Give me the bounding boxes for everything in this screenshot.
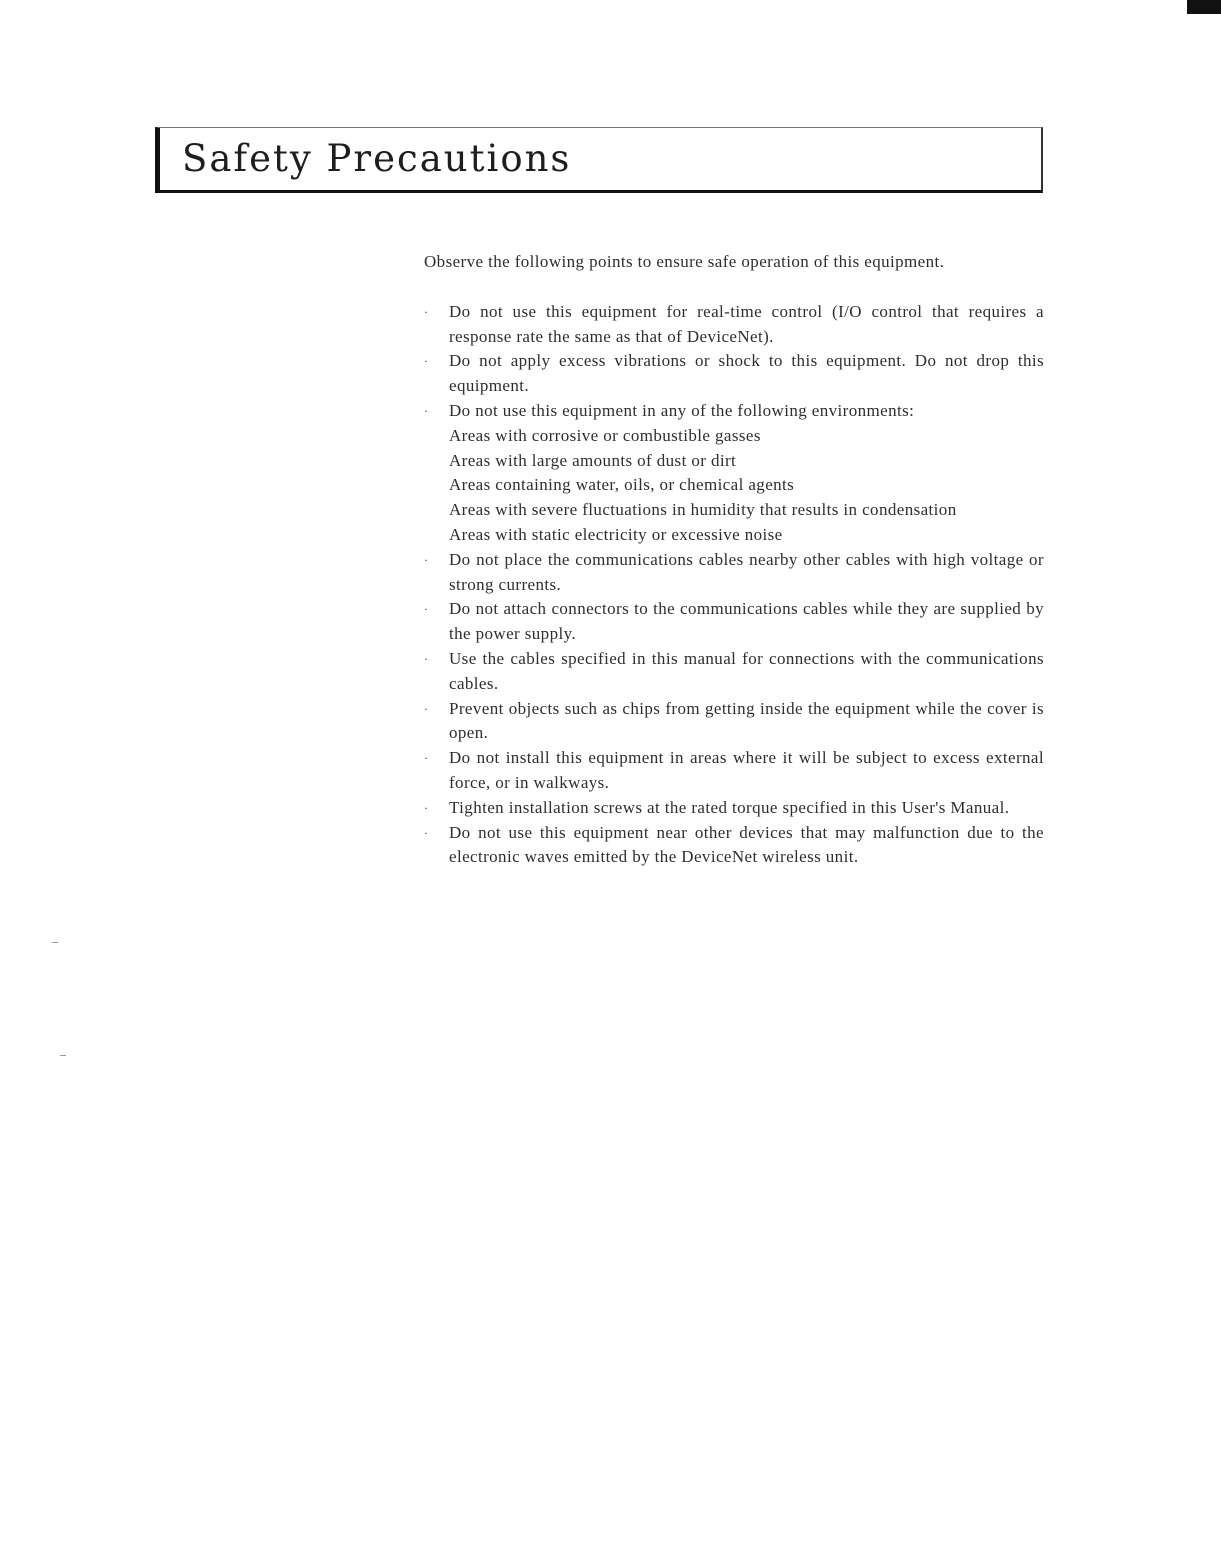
environment-sub-item: Areas with large amounts of dust or dirt bbox=[449, 450, 737, 470]
precaution-text: Use the cables specified in this manual for connections with the communications cables. bbox=[449, 648, 1044, 693]
precaution-text: Do not use this equipment near other devices that may malfunction due to the electronic waves emitted by the DeviceNet wireless unit. bbox=[449, 822, 1044, 867]
environment-sub-item: Areas with static electricity or excessive noise bbox=[449, 524, 783, 544]
precaution-text: Prevent objects such as chips from getting inside the equipment while the cover is open. bbox=[449, 698, 1044, 743]
precaution-item bbox=[424, 349, 1044, 399]
bullet-mark: · bbox=[424, 602, 429, 617]
bullet-mark: · bbox=[424, 751, 429, 766]
document-body bbox=[424, 250, 1044, 870]
precaution-text: Do not install this equipment in areas where it will be subject to excess external force, or in walkways. bbox=[449, 748, 1044, 792]
bullet-mark: · bbox=[424, 304, 429, 319]
precaution-text: Do not use this equipment for real-time control (I/O control that requires a response rate the same as that of DeviceNet). bbox=[449, 301, 1044, 346]
precaution-text: Do not place the communications cables nearby other cables with high voltage or strong currents. bbox=[449, 549, 1044, 594]
environment-sub-item: Areas with corrosive or combustible gasses bbox=[449, 425, 761, 445]
precaution-item bbox=[424, 746, 1044, 796]
precaution-item bbox=[424, 300, 1044, 350]
bullet-mark: · bbox=[424, 701, 429, 716]
bullet-mark: · bbox=[424, 354, 429, 369]
precaution-item bbox=[424, 697, 1044, 747]
precaution-item bbox=[424, 821, 1044, 871]
precaution-item bbox=[424, 399, 1044, 548]
bullet-mark: · bbox=[424, 800, 429, 815]
precaution-item bbox=[424, 548, 1044, 598]
intro-paragraph: Observe the following points to ensure safe operation of this equipment. bbox=[424, 252, 945, 271]
precaution-item bbox=[424, 597, 1044, 647]
bullet-mark: · bbox=[424, 651, 429, 666]
bullet-mark: · bbox=[424, 825, 429, 840]
precaution-text: Tighten installation screws at the rated torque specified in this User's Manual. bbox=[449, 797, 1010, 817]
precaution-text: Do not attach connectors to the communications cables while they are supplied by the power supply. bbox=[449, 599, 1044, 644]
bullet-mark: · bbox=[424, 552, 429, 567]
precaution-item bbox=[424, 796, 1044, 821]
environment-sub-item: Areas with severe fluctuations in humidity that results in condensation bbox=[449, 500, 957, 520]
page-title: Safety Precautions bbox=[182, 137, 572, 180]
title-box bbox=[155, 127, 1043, 193]
precaution-text: Do not use this equipment in any of the following environments: bbox=[449, 400, 915, 420]
margin-tick-mark bbox=[52, 942, 58, 943]
margin-tick-mark bbox=[60, 1055, 66, 1056]
page-corner-mark bbox=[1187, 0, 1221, 14]
precaution-text: Do not apply excess vibrations or shock to this equipment. Do not drop this equipment. bbox=[449, 351, 1044, 396]
precaution-list bbox=[424, 300, 1044, 870]
environment-sub-item: Areas containing water, oils, or chemical agents bbox=[449, 475, 795, 495]
bullet-mark: · bbox=[424, 403, 429, 418]
precaution-item bbox=[424, 647, 1044, 697]
